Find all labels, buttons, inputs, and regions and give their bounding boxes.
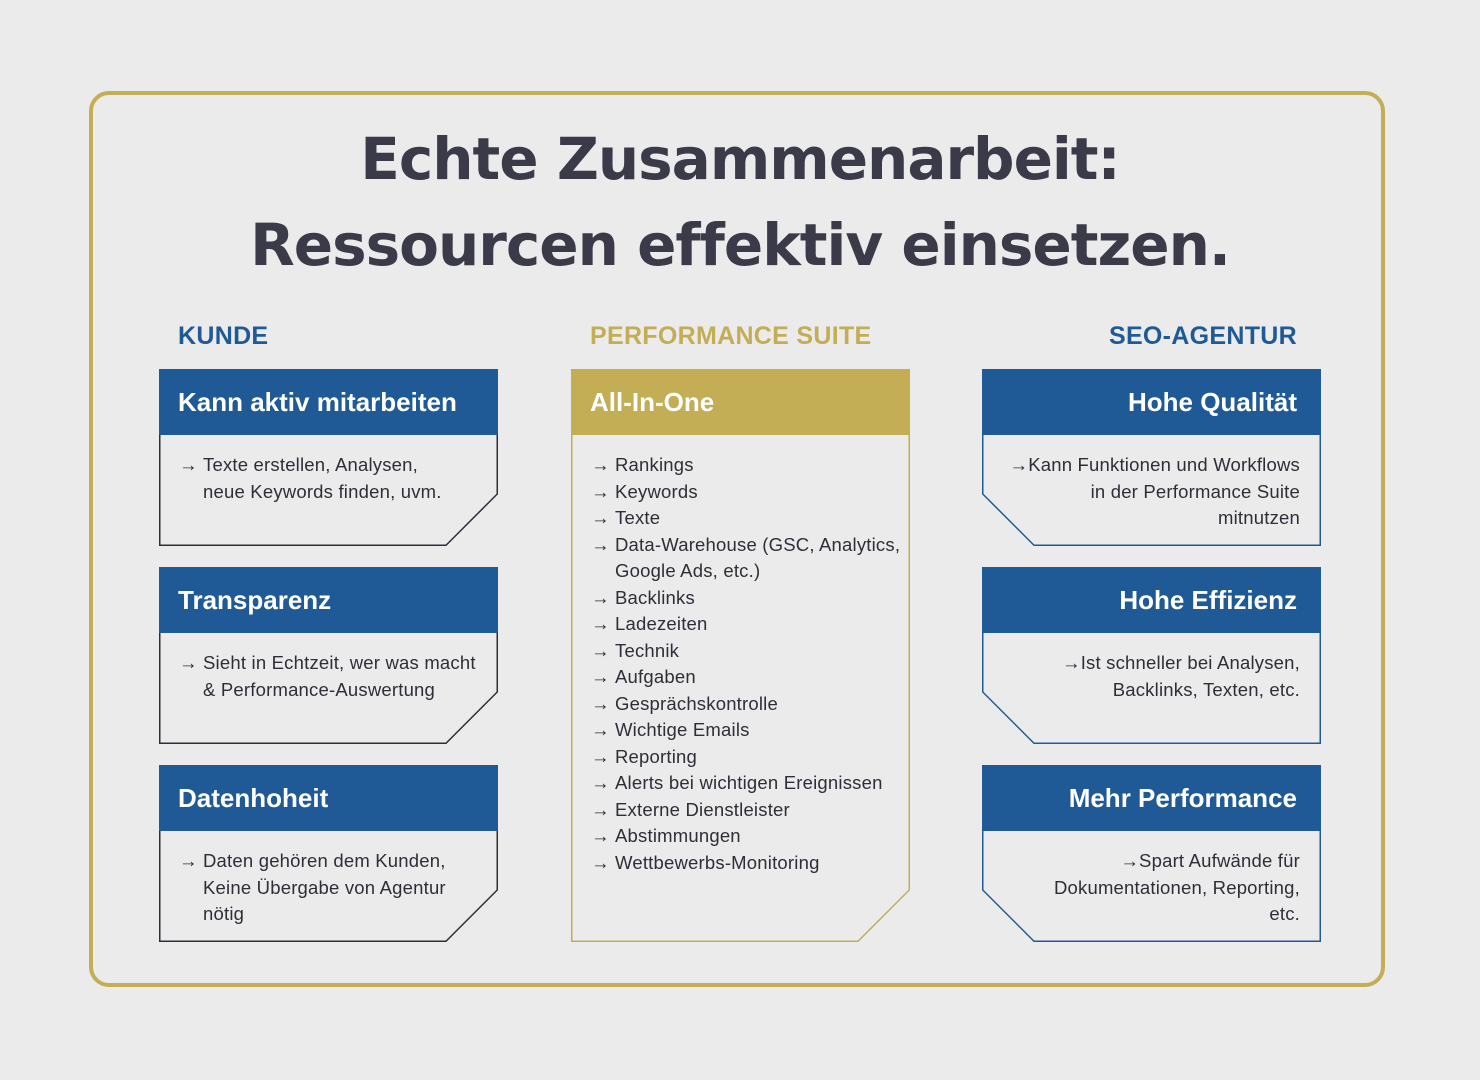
arrow-right-icon: → xyxy=(179,850,198,871)
list-item-text: Alerts bei wichtigen Ereignissen xyxy=(615,772,883,793)
arrow-right-icon: → xyxy=(591,692,610,714)
arrow-right-icon: → xyxy=(591,480,610,502)
card-title: Hohe Qualität xyxy=(982,369,1321,435)
description-text: & Performance-Auswertung xyxy=(203,678,436,700)
card-description xyxy=(1057,650,1300,703)
column-header-seo-agentur: SEO-AGENTUR xyxy=(1108,322,1297,350)
card-description xyxy=(179,650,476,703)
arrow-right-icon: → xyxy=(591,533,610,555)
agentur-card-2 xyxy=(982,567,1321,744)
description-line xyxy=(1004,452,1300,479)
card-description xyxy=(179,848,446,928)
agentur-card-3 xyxy=(982,765,1321,942)
arrow-right-icon: → xyxy=(591,613,610,634)
description-line xyxy=(179,901,446,928)
arrow-right-icon: → xyxy=(591,798,610,820)
card-title: All-In-One xyxy=(571,369,910,435)
description-text: Texte erstellen, Analysen, xyxy=(203,454,418,475)
kunde-card-2 xyxy=(159,567,498,744)
description-line xyxy=(1057,677,1300,704)
list-item-text: Wichtige Emails xyxy=(615,719,750,740)
title-line-2: Ressourcen effektiv einsetzen. xyxy=(250,211,1230,279)
arrow-right-icon: → xyxy=(1061,652,1081,673)
arrow-right-icon: → xyxy=(591,666,610,687)
card-title: Mehr Performance xyxy=(982,765,1321,831)
arrow-right-icon: → xyxy=(591,454,610,475)
description-text: Ist schneller bei Analysen, xyxy=(1080,652,1300,673)
arrow-right-icon: → xyxy=(591,507,610,528)
description-text: Dokumentationen, Reporting, xyxy=(1053,876,1300,898)
list-item-text: Texte xyxy=(615,507,661,528)
list-item xyxy=(591,664,900,691)
arrow-right-icon: → xyxy=(179,454,198,475)
arrow-right-icon: → xyxy=(591,772,610,793)
description-line xyxy=(179,479,442,506)
description-text: etc. xyxy=(1269,903,1300,924)
description-line xyxy=(179,875,446,902)
list-item-text: Rankings xyxy=(615,454,694,475)
description-text: Sieht in Echtzeit, wer was macht xyxy=(203,652,476,673)
title-line-1: Echte Zusammenarbeit: xyxy=(360,125,1120,193)
description-line xyxy=(1054,875,1300,902)
list-item-text: Reporting xyxy=(615,745,698,767)
description-line xyxy=(1054,901,1300,928)
list-item-text: Externe Dienstleister xyxy=(615,798,790,820)
list-item-text: Abstimmungen xyxy=(615,825,741,846)
arrow-right-icon: → xyxy=(591,586,610,608)
description-line xyxy=(1057,650,1300,677)
arrow-right-icon: → xyxy=(1120,850,1140,871)
list-item xyxy=(591,479,900,506)
list-item-text: Wettbewerbs-Monitoring xyxy=(615,851,820,873)
card-title: Kann aktiv mitarbeiten xyxy=(159,369,498,435)
description-text: Backlinks, Texten, etc. xyxy=(1112,678,1300,700)
list-item xyxy=(591,611,900,638)
list-item xyxy=(591,691,900,718)
arrow-right-icon: → xyxy=(591,639,610,661)
list-item-text: Aufgaben xyxy=(615,666,696,687)
list-item xyxy=(591,823,900,850)
suite-feature-list xyxy=(591,452,900,876)
description-line xyxy=(1004,505,1300,532)
description-line xyxy=(179,650,476,677)
list-item xyxy=(591,770,900,797)
list-item xyxy=(591,850,900,877)
column-header-performance-suite: PERFORMANCE SUITE xyxy=(590,322,872,350)
list-item xyxy=(591,452,900,479)
list-item xyxy=(591,558,900,585)
list-item xyxy=(591,744,900,771)
page-title xyxy=(0,116,1480,288)
list-item xyxy=(591,797,900,824)
card-description xyxy=(179,452,442,505)
description-text: neue Keywords finden, uvm. xyxy=(203,480,442,502)
list-item-text: Google Ads, etc.) xyxy=(615,560,761,581)
agentur-card-1 xyxy=(982,369,1321,546)
arrow-right-icon: → xyxy=(1009,454,1029,475)
list-item xyxy=(591,505,900,532)
description-text: in der Performance Suite xyxy=(1090,480,1300,502)
column-header-kunde: KUNDE xyxy=(178,322,269,350)
description-text: mitnutzen xyxy=(1217,507,1300,528)
description-line xyxy=(179,452,442,479)
list-item xyxy=(591,585,900,612)
card-description xyxy=(1054,848,1300,928)
arrow-right-icon: → xyxy=(591,745,610,767)
arrow-right-icon: → xyxy=(591,719,610,740)
description-text: Spart Aufwände für xyxy=(1139,850,1300,871)
arrow-right-icon: → xyxy=(591,825,610,846)
description-text: nötig xyxy=(203,903,245,924)
suite-card xyxy=(571,369,910,942)
list-item xyxy=(591,532,900,559)
card-title: Datenhoheit xyxy=(159,765,498,831)
list-item-text: Gesprächskontrolle xyxy=(615,692,778,714)
description-text: Daten gehören dem Kunden, xyxy=(203,850,446,871)
arrow-right-icon: → xyxy=(591,851,610,873)
description-line xyxy=(179,848,446,875)
list-item-text: Technik xyxy=(615,639,680,661)
description-text: Keine Übergabe von Agentur xyxy=(203,876,446,898)
description-line xyxy=(1004,479,1300,506)
description-line xyxy=(179,677,476,704)
description-line xyxy=(1054,848,1300,875)
kunde-card-3 xyxy=(159,765,498,942)
list-item xyxy=(591,638,900,665)
card-title: Hohe Effizienz xyxy=(982,567,1321,633)
list-item-text: Backlinks xyxy=(615,586,695,608)
kunde-card-1 xyxy=(159,369,498,546)
list-item xyxy=(591,717,900,744)
card-description xyxy=(1004,452,1300,532)
description-text: Kann Funktionen und Workflows xyxy=(1028,454,1300,475)
card-title: Transparenz xyxy=(159,567,498,633)
arrow-right-icon: → xyxy=(179,652,198,673)
list-item-text: Keywords xyxy=(615,480,698,502)
list-item-text: Data-Warehouse (GSC, Analytics, xyxy=(615,533,901,555)
list-item-text: Ladezeiten xyxy=(615,613,708,634)
